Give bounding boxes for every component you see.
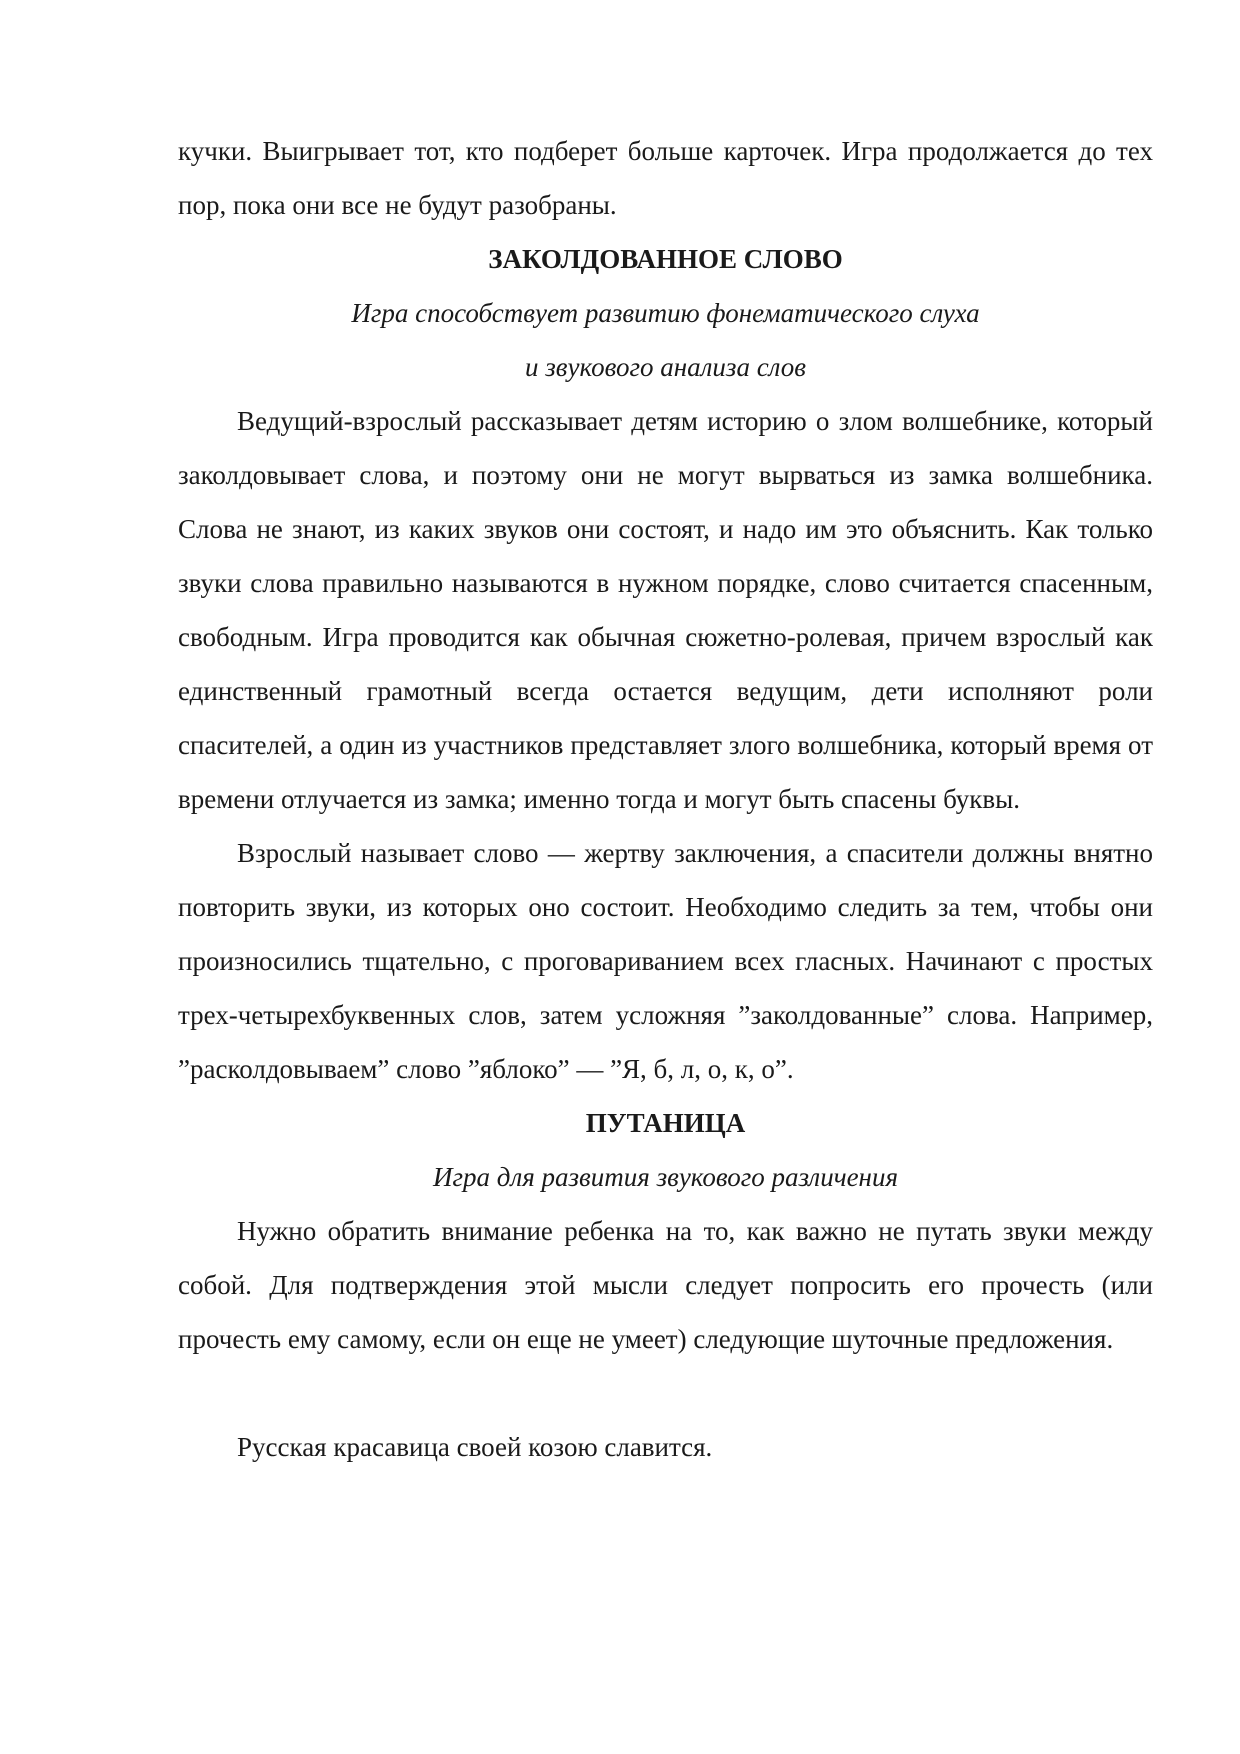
section-subtitle-line1: Игра способствует развитию фонематического слуха — [351, 298, 980, 328]
example-sentence: Русская красавица своей козою славится. — [237, 1432, 713, 1462]
blank-line — [178, 1366, 1153, 1420]
section2-paragraph1: Нужно обратить внимание ребенка на то, как важно не путать звуки между собой. Для подтверждения этой мысли следует попросить его прочесть (или прочесть ему самому, если он еще не умеет) следующие шуточные предложения. — [178, 1216, 1153, 1354]
section2-subtitle: Игра для развития звукового различения — [433, 1162, 898, 1192]
intro-paragraph: кучки. Выигрывает тот, кто подберет больше карточек. Игра продолжается до тех пор, пока они все не будут разобраны. — [178, 136, 1153, 220]
section-title-zakoldovannoe-slovo: ЗАКОЛДОВАННОЕ СЛОВО — [488, 244, 843, 274]
section1-paragraph1: Ведущий-взрослый рассказывает детям историю о злом волшебнике, который заколдовывает слова, и поэтому они не могут вырваться из замка волшебника. Слова не знают, из каких звуков они состоят, и надо им это объяснить. Как только звуки слова правильно называются в нужном порядке, слово считается спасенным, свободным. Игра проводится как обычная сюжетно-ролевая, причем взрослый как единственный грамотный всегда остается ведущим, дети исполняют роли спасителей, а один из участников представляет злого волшебника, который время от времени отлучается из замка; именно тогда и могут быть спасены буквы. — [178, 406, 1153, 814]
page-content — [178, 124, 1153, 1474]
section1-paragraph2: Взрослый называет слово — жертву заключения, а спасители должны внятно повторить звуки, из которых оно состоит. Необходимо следить за тем, чтобы они произносились тщательно, с проговариванием всех гласных. Начинают с простых трех-четырехбуквенных слов, затем усложняя ”заколдованные” слова. Например, ”расколдовываем” слово ”яблоко” — ”Я, б, л, о, к, о”. — [178, 838, 1153, 1084]
section-subtitle-line2: и звукового анализа слов — [525, 352, 806, 382]
section-title-putanitsa: ПУТАНИЦА — [585, 1108, 746, 1138]
